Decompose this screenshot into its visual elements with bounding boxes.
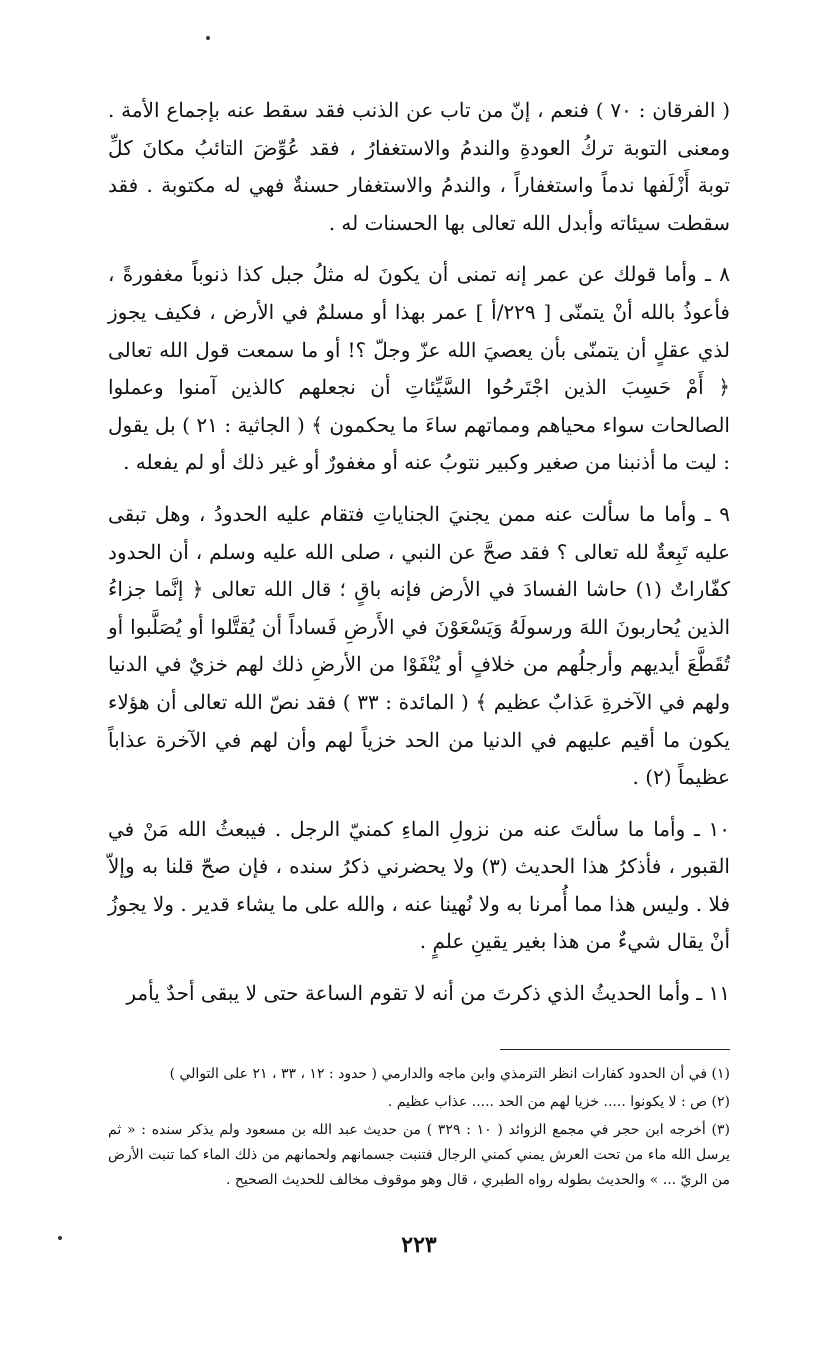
paragraph-intro: ( الفرقان : ٧٠ ) فنعم ، إنّ من تاب عن الذنب فقد سقط عنه بإجماع الأمة . ومعنى التوبة تركُ العودةِ والندمُ والاستغفارُ ، فقد عُوِّضَ التائبُ مكانَ كلِّ توبة أَزْلَفها ندماً واستغفاراً ، والندمُ والاستغفار حسنةٌ فهي له مكتوبة . فقد سقطت سيئاته وأبدل الله تعالى بها الحسنات له . (108, 98, 730, 235)
scan-speck (206, 36, 210, 40)
paragraph-9: ٩ ـ وأما ما سألت عنه ممن يجنيَ الجناياتِ فتقام عليه الحدودُ ، وهل تبقى عليه تَبِعةٌ لله تعالى ؟ فقد صحَّ عن النبي ، صلى الله عليه وسلم ، أن الحدود كفّاراتٌ (١) حاشا الفسادَ في الأرض فإنه باقٍ ؛ قال الله تعالى ﴿ إنَّما جزاءُ الذين يُحاربونَ اللهَ ورسولَهُ وَيَسْعَوْنَ في الأَرضِ فَساداً أن يُقتَّلوا أو يُصَلَّبوا أو تُقَطَّعَ أيديهم وأرجلُهم من خلافٍ أو يُنْفَوْا من الأرضِ ذلك لهم خزيٌ في الدنيا ولهم في الآخرةِ عَذابٌ عظيم ﴾ ( المائدة : ٣٣ ) فقد نصّ الله تعالى أن هؤلاء يكون ما أقيم عليهم في الدنيا من الحد خزياً لهم وأن لهم في الآخرة عذاباً عظيماً (٢) . (108, 501, 730, 790)
footnote-2: (٢) ص : لا يكونوا ..... خزيا لهم من الحد ..... عذاب عظيم . (387, 1094, 730, 1110)
footnotes (108, 1062, 730, 1196)
footnote-3: (٣) أخرجه ابن حجر في مجمع الزوائد ( ١٠ : ٣٢٩ ) من حديث عبد الله بن مسعود ولم يذكر سنده : « ثم يرسل الله ماء من تحت العرش يمني كمني الرجال فتنبت جسمانهم ولحمانهم من ذلك الماء كما تنبت الأرض من الريّ ... » والحديث بطوله رواه الطبري ، قال وهو موقوف مخالف للحديث الصحيح . (108, 1122, 731, 1188)
paragraph-8: ٨ ـ وأما قولك عن عمر إنه تمنى أن يكونَ له مثلُ جبل كذا ذنوباً مغفورةً ، فأعوذُ بالله أنْ يتمنّى [ ٢٢٩/أ ] عمر بهذا أو مسلمٌ في الأرض ، فكيف يجوز لذي عقلٍ أن يتمنّى بأن يعصيَ الله عزّ وجلّ ؟! أو ما سمعت قول الله تعالى ﴿ أَمْ حَسِبَ الذين اجْتَرحُوا السَّيِّئاتِ أن نجعلهم كالذين آمنوا وعملوا الصالحات سواء محياهم ومماتهم ساءَ ما يحكمون ﴾ ( الجاثية : ٢١ ) بل يقول : ليت ما أذنبنا من صغير وكبير نتوبُ عنه أو مغفورٌ أو غير ذلك أو لم يفعله . (108, 262, 730, 475)
footnote-1: (١) في أن الحدود كفارات انظر الترمذي وابن ماجه والدارمي ( حدود : ١٢ ، ٣٣ ، ٢١ على التوالي ) (169, 1066, 730, 1082)
paragraph-11: ١١ ـ وأما الحديثُ الذي ذكرتَ من أنه لا تقوم الساعة حتى لا يبقى أحدٌ يأمر (126, 981, 730, 1006)
footnote-separator (500, 1049, 730, 1050)
main-text (108, 92, 730, 1027)
page-number: ٢٢٣ (401, 1232, 437, 1258)
paragraph-10: ١٠ ـ وأما ما سألتَ عنه من نزولِ الماءِ كمنيّ الرجل . فيبعثُ الله مَنْ في القبور ، فأذكرُ هذا الحديث (٣) ولا يحضرني ذكرُ سنده ، فإن صحّ قلنا به وإلاّ فلا . وليس هذا مما أُمرنا به ولا نُهينا عنه ، والله على ما يشاء قدير . ولا يجوزُ أنْ يقال شيءٌ من هذا بغير يقينِ علمٍ . (108, 816, 731, 954)
